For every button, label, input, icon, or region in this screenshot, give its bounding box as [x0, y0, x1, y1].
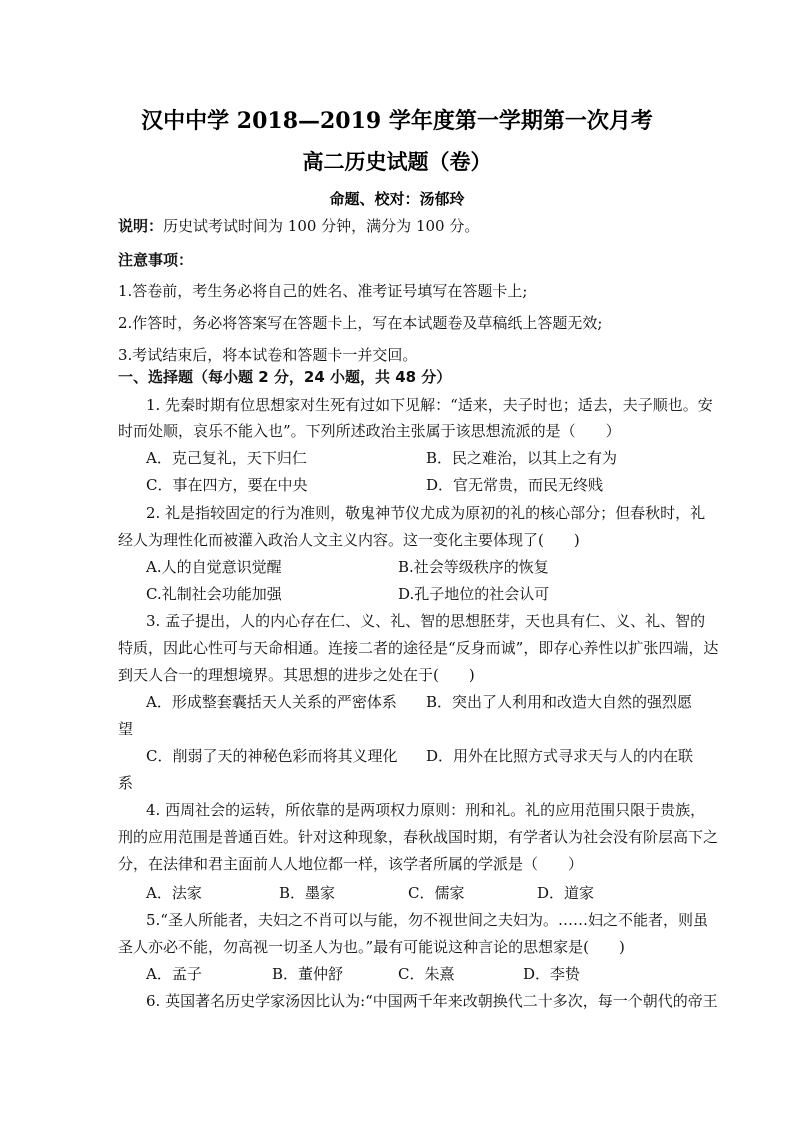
question-2-line-1: 2. 礼是指较固定的行为准则，敬鬼神节仪尤成为原初的礼的核心部分；但春秋时，礼: [146, 504, 706, 522]
note-text: 历史试考试时间为 100 分钟，满分为 100 分。: [163, 217, 480, 235]
question-5-option-d: D．李贽: [523, 965, 581, 983]
question-1-option-a: A．克己复礼，天下归仁: [146, 449, 307, 467]
notice-item: 3.考试结束后，将本试卷和答题卡一并交回。: [118, 346, 418, 364]
question-2-option-c: C.礼制社会功能加强: [146, 585, 282, 603]
note-label: 说明：: [118, 217, 164, 235]
question-2-option-b: B.社会等级秩序的恢复: [398, 558, 549, 576]
exam-subtitle: 高二历史试题（卷）: [302, 149, 492, 174]
notice-item: 2.作答时，务必将答案写在答题卡上，写在本试题卷及草稿纸上答题无效;: [118, 314, 603, 332]
question-5-line-2: 圣人亦必不能，勿高视一切圣人为也。”最有可能说这种言论的思想家是( ): [118, 938, 625, 956]
exam-author: 命题、校对：汤郁玲: [329, 190, 465, 208]
question-1-option-d: D．官无常贵，而民无终贱: [426, 476, 604, 494]
notice-title: 注意事项：: [118, 251, 194, 269]
question-3-line-3: 到天人合一的理想境界。其思想的进步之处在于( ): [118, 666, 475, 684]
question-4-option-b: B．墨家: [279, 884, 336, 902]
question-5-option-a: A．孟子: [146, 965, 202, 983]
question-1-option-b: B．民之难治，以其上之有为: [426, 449, 618, 467]
question-3-option-b: B．突出了人利用和改造大自然的强烈愿: [426, 693, 693, 711]
question-4-line-3: 分，在法律和君主面前人人地位都一样，该学者所属的学派是（ ）: [118, 855, 584, 873]
question-2-line-2: 经人为理性化而被灌入政治人文主义内容。这一变化主要体现了( ): [118, 531, 580, 549]
question-1-line-2: 时而处顺，哀乐不能入也”。下列所述政治主张属于该思想流派的是（ ）: [118, 422, 621, 440]
question-3-option-c: C．削弱了天的神秘色彩而将其义理化: [146, 747, 398, 765]
question-3-option-d: D．用外在比照方式寻求天与人的内在联: [426, 747, 694, 765]
section-heading: 一、选择题（每小题 2 分，24 小题，共 48 分）: [118, 368, 452, 386]
exam-title: 汉中中学 2018—2019 学年度第一学期第一次月考: [141, 108, 653, 134]
question-5-option-b: B．董仲舒: [272, 965, 344, 983]
question-3-option-a: A．形成整套囊括天人关系的严密体系: [146, 693, 397, 711]
question-5-line-1: 5.“圣人所能者，夫妇之不肖可以与能，勿不视世间之夫妇为。……妇之不能者，则虽: [146, 911, 708, 929]
question-2-option-a: A.人的自觉意识觉醒: [146, 558, 282, 576]
question-2-option-d: D.孔子地位的社会认可: [398, 585, 550, 603]
question-3-line-1: 3. 孟子提出，人的内心存在仁、义、礼、智的思想胚芽，天也具有仁、义、礼、智的: [146, 612, 706, 630]
exam-note: [118, 216, 479, 236]
question-4-option-d: D．道家: [537, 884, 595, 902]
notice-item: 1.答卷前，考生务必将自己的姓名、准考证号填写在答题卡上;: [118, 282, 528, 300]
question-3-option-d-cont: 系: [118, 774, 134, 792]
question-3-line-2: 特质，因此心性可与天命相通。连接二者的途径是“反身而诚”，即存心养性以扩张四端，达: [118, 639, 719, 657]
question-6-line-1: 6. 英国著名历史学家汤因比认为:“中国两千年来改朝换代二十多次，每一个朝代的帝王: [146, 992, 718, 1010]
question-4-line-1: 4. 西周社会的运转，所依靠的是两项权力原则：刑和礼。礼的应用范围只限于贵族，: [146, 801, 706, 819]
question-4-line-2: 刑的应用范围是普通百姓。针对这种现象，春秋战国时期，有学者认为社会没有阶层高下之: [118, 828, 719, 846]
question-4-option-c: C．儒家: [408, 884, 465, 902]
question-1-line-1: 1. 先秦时期有位思想家对生死有过如下见解：“适来，夫子时也；适去，夫子顺也。安: [146, 396, 713, 414]
question-4-option-a: A．法家: [146, 884, 202, 902]
question-3-option-b-cont: 望: [118, 720, 134, 738]
question-5-option-c: C．朱熹: [398, 965, 455, 983]
question-1-option-c: C．事在四方，要在中央: [146, 476, 308, 494]
